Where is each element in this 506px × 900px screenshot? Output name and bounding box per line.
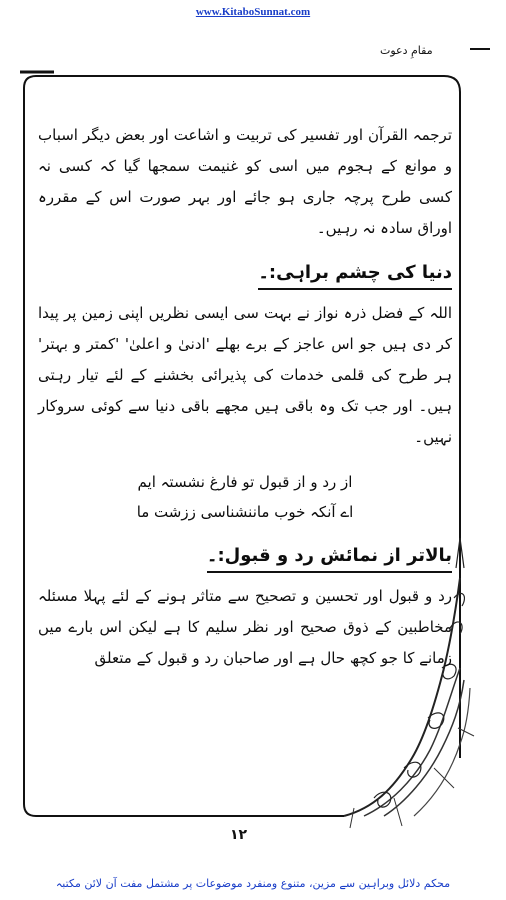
couplet-line-1: از رد و از قبول تو فارغ نشستہ ایم [137,473,353,491]
paragraph-2: اللہ کے فضل ذرہ نواز نے بہت سی ایسی نظریں اپنی زمین پر پیدا کر دی ہیں جو اس عاجز کے برے بھلے 'ادنیٰ و اعلیٰ' 'کمتر و بہتر' ہر طرح کی قلمی خدمات کی پذیرائی بخشنے کے لئے تیار رہتی ہیں۔ اور جب تک وہ باقی ہیں مجھے باقی دنیا سے کوئی سروکار نہیں۔ [38,304,452,446]
page-body [38,120,452,674]
section-heading-beyond-acceptance: بالاتر از نمائش رد و قبول:۔ [207,541,452,573]
paragraph-1: ترجمہ القرآن اور تفسیر کی تربیت و اشاعت اور بعض دیگر اسباب و موانع کے ہجوم میں اسی کو غنیمت سمجھا گیا کہ کسی نہ کسی طرح پرچہ جاری ہو جائے اور بہر صورت اس کے مقررہ اوراق سادہ نہ رہیں۔ [38,126,452,237]
running-header-title: مقامِ دعوت [380,44,433,57]
page-number: ۱۲ [230,827,248,843]
top-link[interactable]: www.KitaboSunnat.com [195,6,311,18]
paragraph-3: رد و قبول اور تحسین و تصحیح سے متاثر ہونے کے لئے پہلا مسئلہ مخاطبین کے ذوق صحیح اور نظر سلیم کا ہے لیکن اس بارے میں زمانے کا جو کچھ حال ہے اور صاحبان رد و قبول کے متعلق [38,587,452,667]
section-heading-world-waiting: دنیا کی چشم براہی:۔ [258,258,452,290]
persian-couplet [38,467,452,527]
footer-tagline[interactable]: محکم دلائل وبراہین سے مزین، متنوع ومنفرد موضوعات پر مشتمل مفت آن لائن مکتبہ [55,877,451,890]
couplet-line-2: اے آنکہ خوب ماننشناسی ززشت ما [136,503,354,521]
header-rule [470,48,490,50]
